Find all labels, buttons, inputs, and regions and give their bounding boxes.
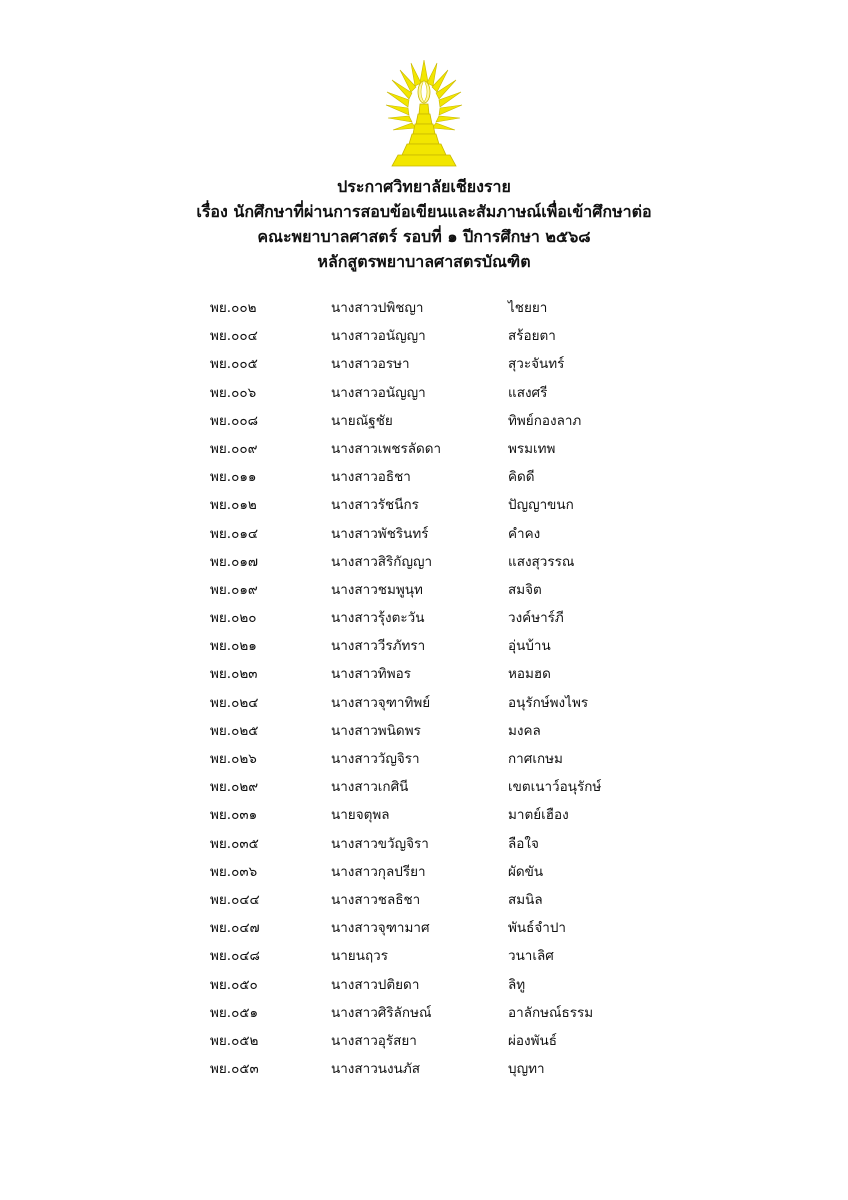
list-item [0,942,848,970]
student-first-name: นางสาวจุฑามาศ [331,920,430,937]
student-id: พย.๐๐๖ [210,384,257,401]
student-last-name: บุญทา [508,1061,545,1078]
student-last-name: ปัญญาขนก [508,497,574,514]
list-item [0,379,848,407]
student-id: พย.๐๐๙ [210,440,258,457]
list-item [0,886,848,914]
student-last-name: ทิพย์กองลาภ [508,412,582,429]
student-id: พย.๐๐๕ [210,356,258,373]
student-id: พย.๐๕๑ [210,1004,259,1021]
header-program: หลักสูตรพยาบาลศาสตรบัณฑิต [317,252,531,271]
student-id: พย.๐๐๒ [210,300,257,316]
student-first-name: นางสาวชลธิชา [331,891,421,908]
student-first-name: นางสาวปติยดา [331,976,420,993]
list-item [0,914,848,942]
list-item [0,745,848,773]
student-id: พย.๐๔๔ [210,891,260,908]
student-first-name: นางสาวอุรัสยา [331,1032,417,1049]
list-item [0,463,848,491]
list-item [0,322,848,350]
student-first-name: นางสาวพนิดพร [331,722,421,739]
student-last-name: ลือใจ [508,835,539,852]
student-id: พย.๐๒๓ [210,666,258,683]
student-id: พย.๐๐๘ [210,412,258,429]
student-first-name: นางสาวจุฑาทิพย์ [331,694,431,711]
list-item [0,773,848,801]
student-id: พย.๐๒๐ [210,610,257,627]
student-last-name: อุ่นบ้าน [508,638,551,655]
student-first-name: นางสาวปพิชญา [331,300,424,316]
student-last-name: มาตย์เฮือง [508,807,569,824]
student-first-name: นางสาวขวัญจิรา [331,835,429,852]
student-first-name: นางสาวอธิชา [331,469,411,486]
student-first-name: นางสาวศิริลักษณ์ [331,1004,432,1021]
list-item [0,1055,848,1083]
student-first-name: นายนฤวร [331,948,388,965]
student-first-name: นางสาววีรภัทรา [331,638,426,655]
list-item [0,1027,848,1055]
list-item [0,604,848,632]
list-item [0,520,848,548]
student-last-name: เขตเนาว์อนุรักษ์ [508,779,602,796]
student-last-name: ลิทู [508,976,526,993]
student-last-name: อนุรักษ์พงไพร [508,694,589,711]
student-first-name: นายณัฐชัย [331,412,393,429]
student-id: พย.๐๒๑ [210,638,257,655]
student-last-name: ผ่องพันธ์ [508,1032,557,1049]
list-item [0,576,848,604]
student-first-name: นางสาวอนัญญา [331,384,426,401]
list-item [0,491,848,519]
student-last-name: สร้อยตา [508,328,556,345]
student-id: พย.๐๕๒ [210,1032,259,1049]
student-id: พย.๐๑๒ [210,497,257,514]
student-id: พย.๐๔๘ [210,948,260,965]
list-item [0,660,848,688]
student-id: พย.๐๒๖ [210,751,257,767]
student-id: พย.๐๒๕ [210,722,259,739]
list-item [0,294,848,322]
student-id: พย.๐๑๑ [210,469,257,486]
student-last-name: อาลักษณ์ธรรม [508,1004,594,1021]
list-item [0,435,848,463]
student-first-name: นางสาวสิริกัญญา [331,553,433,570]
student-first-name: นางสาวพัชรินทร์ [331,525,429,542]
list-item [0,717,848,745]
announcement-header [0,174,848,274]
student-last-name: สมนิล [508,891,543,908]
student-first-name: นางสาวรัชนีกร [331,497,419,514]
student-id: พย.๐๑๗ [210,553,259,570]
list-item [0,971,848,999]
student-last-name: สุวะจันทร์ [508,356,565,373]
student-first-name: นางสาวนงนภัส [331,1061,420,1078]
student-last-name: กาศเกษม [508,751,563,767]
student-last-name: พันธ์จำปา [508,920,567,937]
student-id: พย.๐๒๙ [210,779,259,796]
student-first-name: นางสาวชมพูนุท [331,581,423,598]
student-list [0,294,848,1083]
list-item [0,407,848,435]
student-first-name: นางสาวอนัญญา [331,328,426,345]
list-item [0,999,848,1027]
list-item [0,548,848,576]
student-id: พย.๐๓๑ [210,807,258,824]
student-last-name: วนาเลิศ [508,948,554,965]
header-institution: ประกาศวิทยาลัยเชียงราย [337,177,511,196]
list-item [0,801,848,829]
list-item [0,689,848,717]
student-last-name: มงคล [508,722,541,739]
student-id: พย.๐๐๔ [210,328,258,345]
student-first-name: นางสาวกุลปรียา [331,863,426,880]
student-id: พย.๐๑๔ [210,525,259,542]
student-last-name: แสงสุวรรณ [508,553,575,570]
student-id: พย.๐๓๖ [210,863,258,880]
list-item [0,350,848,378]
student-first-name: นางสาวรุ้งตะวัน [331,610,425,627]
student-first-name: นางสาวทิพอร [331,666,411,683]
student-last-name: คิดดี [508,469,535,486]
student-id: พย.๐๒๔ [210,694,259,711]
student-first-name: นางสาวอรษา [331,356,410,373]
student-id: พย.๐๔๗ [210,920,260,937]
header-faculty-round: คณะพยาบาลศาสตร์ รอบที่ ๑ ปีการศึกษา ๒๕๖๘ [257,227,591,246]
student-last-name: สมจิต [508,581,542,598]
list-item [0,830,848,858]
student-id: พย.๐๕๓ [210,1061,259,1078]
student-last-name: คำคง [508,525,541,542]
header-subject: เรื่อง นักศึกษาที่ผ่านการสอบข้อเขียนและสัมภาษณ์เพื่อเข้าศึกษาต่อ [196,202,652,221]
student-last-name: หอมฮด [508,666,551,683]
student-id: พย.๐๕๐ [210,976,258,993]
student-last-name: แสงศรี [508,384,548,401]
student-last-name: วงค์ษาร์ภี [508,610,564,627]
student-first-name: นางสาวเกศินี [331,779,409,796]
student-last-name: ผัดขัน [508,863,544,880]
student-last-name: พรมเทพ [508,440,556,457]
student-id: พย.๐๑๙ [210,581,258,598]
student-id: พย.๐๓๕ [210,835,259,852]
list-item [0,632,848,660]
list-item [0,858,848,886]
student-first-name: นางสาวเพชรลัดดา [331,440,442,457]
student-first-name: นายจตุพล [331,807,390,824]
college-emblem-icon [384,58,464,170]
student-first-name: นางสาววัญจิรา [331,751,420,767]
student-last-name: ไชยยา [508,300,548,316]
